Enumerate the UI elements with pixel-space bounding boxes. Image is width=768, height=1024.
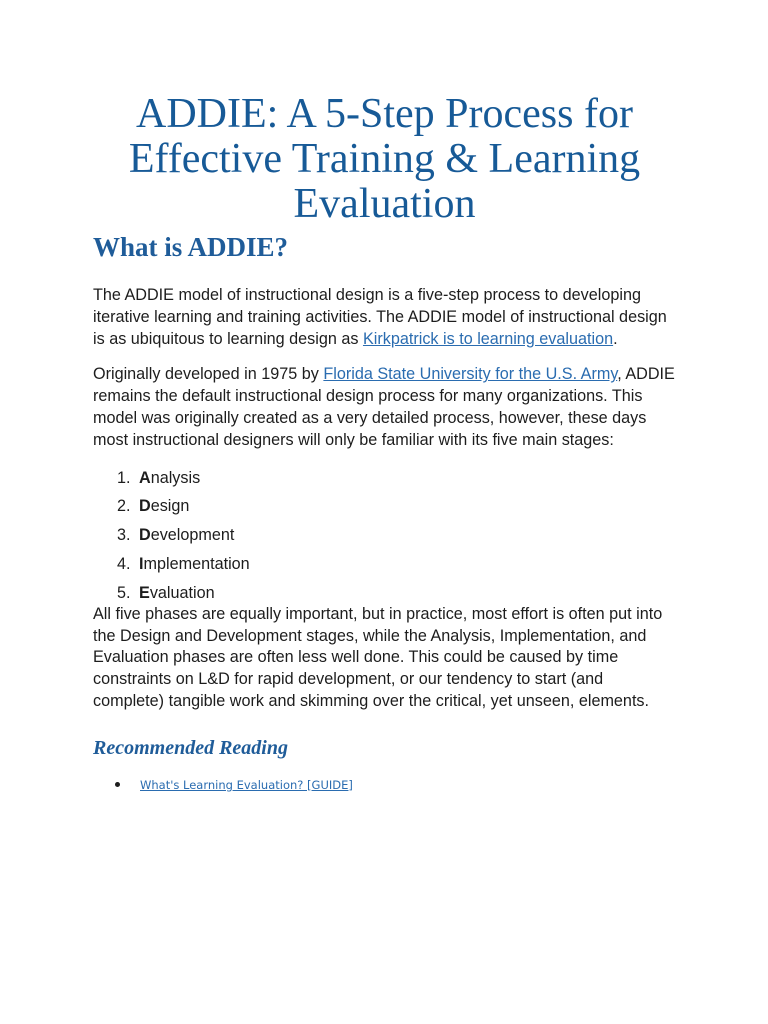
- list-item: [93, 775, 676, 795]
- intro-paragraph: [93, 285, 676, 350]
- stage-initial: I: [139, 554, 144, 573]
- stage-rest: evelopment: [150, 526, 235, 545]
- stage-initial: D: [139, 526, 151, 545]
- florida-state-university-link[interactable]: Florida State University for the U.S. Army: [323, 365, 618, 384]
- intro-text-after-link: .: [613, 329, 618, 348]
- phases-paragraph: All five phases are equally important, but in practice, most effort is often put into the Design and Development stages, while the Analysis, Implementation, and Evaluation phases are often less well done. This could be caused by time constraints on L&D for rapid development, or our tendency to start (and complete) tangible work and skimming over the critical, yet unseen, elements.: [93, 604, 663, 710]
- list-item: [93, 524, 676, 553]
- list-item-number: 1.: [117, 468, 131, 487]
- recommended-reading-heading: Recommended Reading: [93, 736, 288, 759]
- stage-initial: D: [139, 497, 151, 516]
- list-item-label: [139, 582, 215, 604]
- stage-rest: esign: [150, 497, 190, 516]
- list-item: [93, 553, 676, 582]
- kirkpatrick-link[interactable]: Kirkpatrick is to learning evaluation: [362, 329, 614, 348]
- list-item: [93, 467, 676, 496]
- list-item-number: 4.: [117, 554, 131, 573]
- section-heading-what-is-addie: What is ADDIE?: [93, 232, 289, 262]
- addie-stages-list: [93, 467, 676, 604]
- list-item-number: 2.: [117, 497, 131, 516]
- history-text-after-link: , ADDIE remains the default instructional design process for many organizations. This model was originally created as a very detailed process, however, these days most instructional designers will only be familiar with its five main stages:: [93, 365, 675, 449]
- list-item-label: [139, 524, 234, 546]
- stage-initial: A: [139, 468, 151, 487]
- list-item: [93, 582, 676, 604]
- learning-evaluation-guide-link[interactable]: What's Learning Evaluation? [GUIDE]: [140, 777, 353, 792]
- list-item: [93, 495, 676, 524]
- list-item-label: [139, 467, 200, 489]
- stage-rest: nalysis: [150, 468, 201, 487]
- history-text-before-link: Originally developed in 1975 by: [93, 365, 324, 384]
- intro-text-before-link: The ADDIE model of instructional design is a five-step process to developing iterative learning and training activities. The ADDIE model of instructional design is as ubiquitous to learning design as: [93, 286, 667, 348]
- bullet-icon: [115, 782, 120, 787]
- stage-rest: valuation: [149, 583, 215, 602]
- list-item-number: 5.: [117, 583, 131, 602]
- recommended-reading-list: [93, 775, 676, 795]
- stage-initial: E: [139, 583, 150, 602]
- page-title: ADDIE: A 5-Step Process for Effective Training & Learning Evaluation: [128, 91, 641, 227]
- stage-rest: mplementation: [143, 554, 250, 573]
- history-paragraph: [93, 364, 676, 451]
- list-item-number: 3.: [117, 526, 131, 545]
- list-item-label: [139, 495, 189, 517]
- list-item-label: [139, 553, 250, 575]
